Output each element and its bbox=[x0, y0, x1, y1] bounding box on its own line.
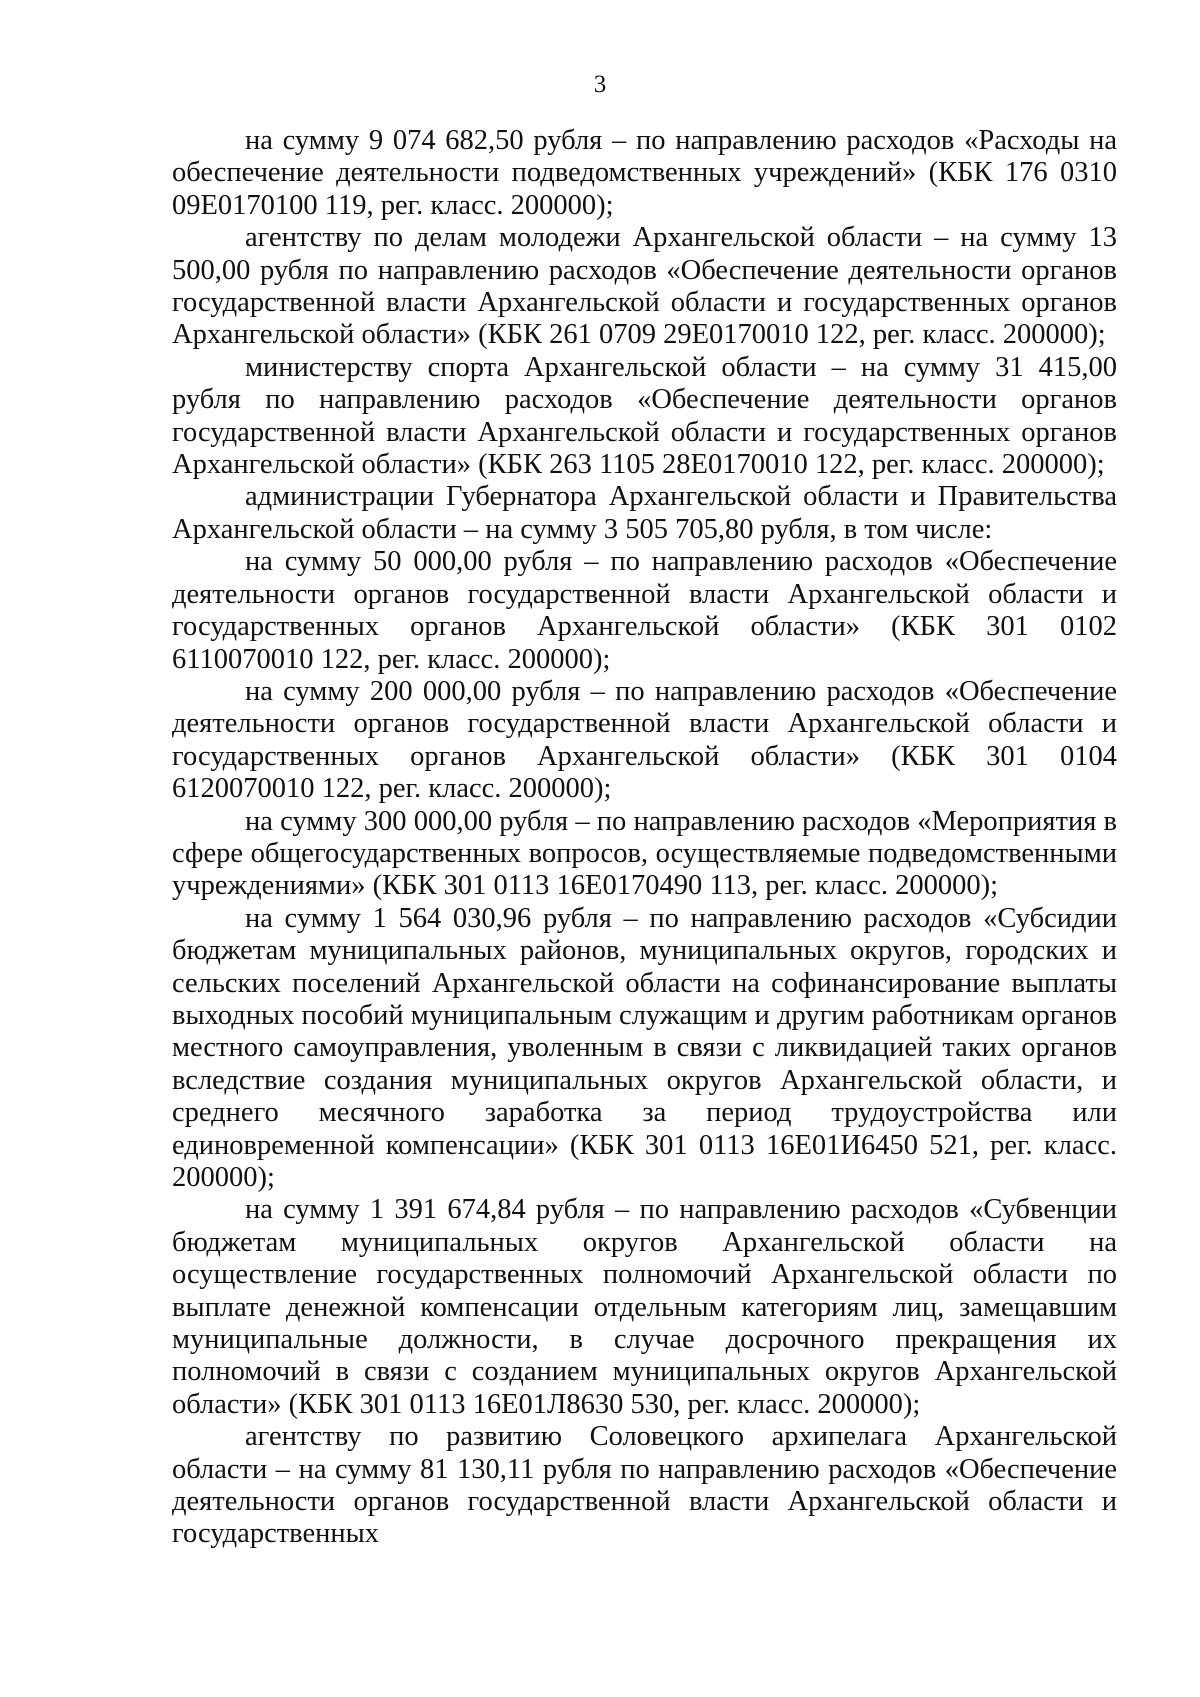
paragraph: на сумму 200 000,00 рубля – по направлению расходов «Обеспечение деятельности органов государственной власти Архангельской области и государственных органов Архангельской области» (КБК 301 0104 6120070010 122, рег. класс. 200000); bbox=[172, 675, 1117, 805]
paragraph: на сумму 1 564 030,96 рубля – по направлению расходов «Субсидии бюджетам муниципальных районов, муниципальных округов, городских и сельских поселений Архангельской области на софинансирование выплаты выходных пособий муниципальным служащим и другим работникам органов местного самоуправления, уволенным в связи с ликвидацией таких органов вследствие создания муниципальных округов Архангельской области, и среднего месячного заработка за период трудоустройства или единовременной компенсации» (КБК 301 0113 16Е01И6450 521, рег. класс. 200000); bbox=[172, 902, 1117, 1193]
document-body bbox=[172, 125, 1117, 1551]
paragraph: на сумму 1 391 674,84 рубля – по направлению расходов «Субвенции бюджетам муниципальных округов Архангельской области на осуществление государственных полномочий Архангельской области по выплате денежной компенсации отдельным категориям лиц, замещавшим муниципальные должности, в случае досрочного прекращения их полномочий в связи с созданием муниципальных округов Архангельской области» (КБК 301 0113 16Е01Л8630 530, рег. класс. 200000); bbox=[172, 1194, 1117, 1420]
paragraph: министерству спорта Архангельской области – на сумму 31 415,00 рубля по направлению расходов «Обеспечение деятельности органов государственной власти Архангельской области и государственных органов Архангельской области» (КБК 263 1105 28Е0170010 122, рег. класс. 200000); bbox=[172, 351, 1117, 481]
paragraph: на сумму 9 074 682,50 рубля – по направлению расходов «Расходы на обеспечение деятельности подведомственных учреждений» (КБК 176 0310 09Е0170100 119, рег. класс. 200000); bbox=[172, 125, 1117, 221]
paragraph: на сумму 50 000,00 рубля – по направлению расходов «Обеспечение деятельности органов государственной власти Архангельской области и государственных органов Архангельской области» (КБК 301 0102 6110070010 122, рег. класс. 200000); bbox=[172, 546, 1117, 675]
paragraph: администрации Губернатора Архангельской области и Правительства Архангельской области – на сумму 3 505 705,80 рубля, в том числе: bbox=[172, 481, 1117, 545]
page-number: 3 bbox=[593, 71, 607, 98]
paragraph: на сумму 300 000,00 рубля – по направлению расходов «Мероприятия в сфере общегосударственных вопросов, осуществляемые подведомственными учреждениями» (КБК 301 0113 16Е0170490 113, рег. класс. 200000); bbox=[172, 805, 1117, 902]
paragraph: агентству по развитию Соловецкого архипелага Архангельской области – на сумму 81 130,11 рубля по направлению расходов «Обеспечение деятельности органов государственной власти Архангельской области и государственных bbox=[172, 1421, 1117, 1550]
paragraph: агентству по делам молодежи Архангельской области – на сумму 13 500,00 рубля по направлению расходов «Обеспечение деятельности органов государственной власти Архангельской области и государственных органов Архангельской области» (КБК 261 0709 29Е0170010 122, рег. класс. 200000); bbox=[172, 222, 1117, 351]
